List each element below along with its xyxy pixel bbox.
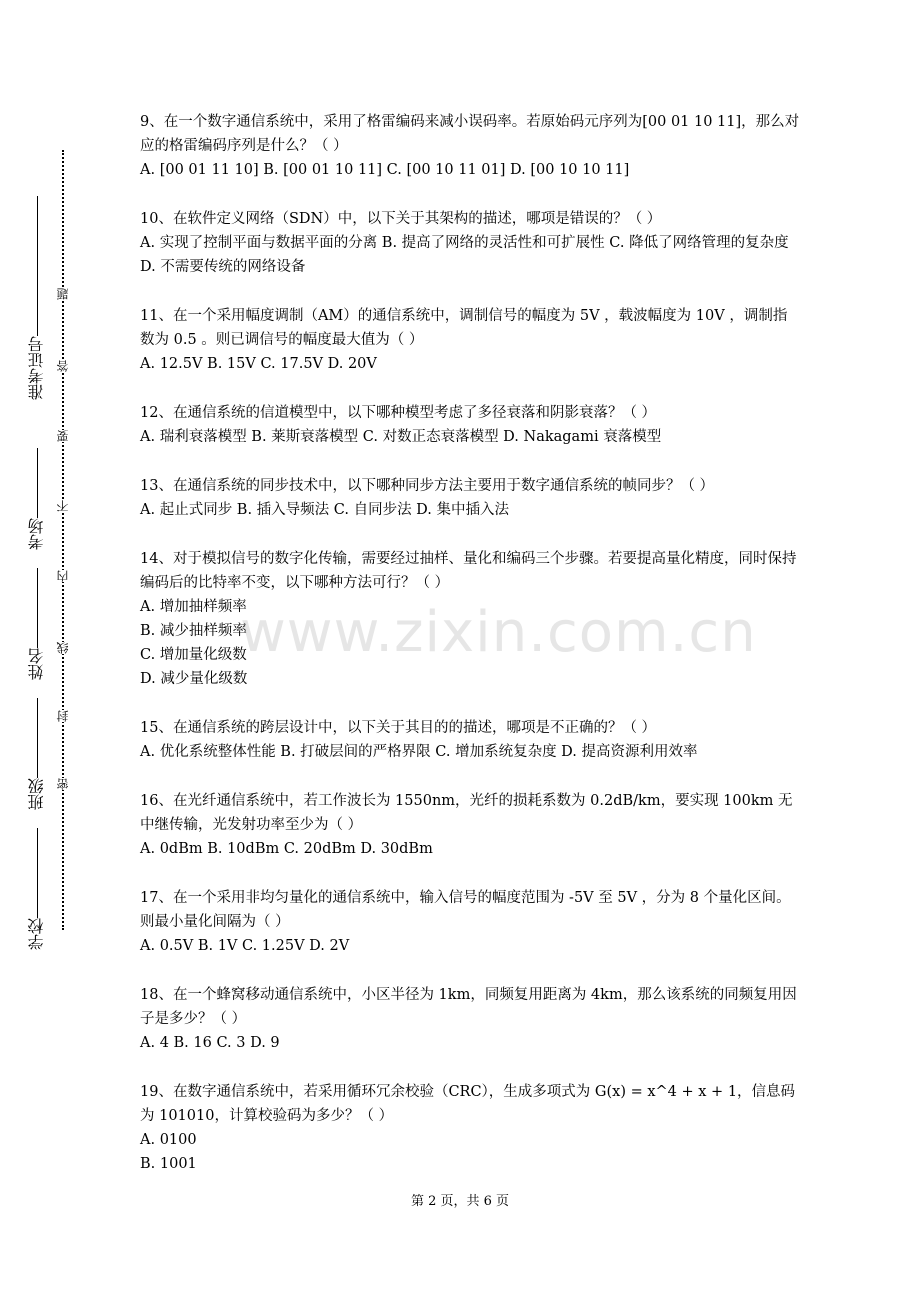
question-stem: 13、在通信系统的同步技术中，以下哪种同步方法主要用于数字通信系统的帧同步？（ ） (140, 478, 715, 494)
question-options: A. 起止式同步 B. 插入导频法 C. 自同步法 D. 集中插入法 (140, 502, 510, 518)
seal-word: 内 (56, 570, 70, 582)
exam-room-field (22, 440, 52, 550)
school-field (22, 820, 52, 950)
name-field (22, 560, 52, 680)
question-10 (140, 207, 800, 279)
page-footer: 第 2 页，共 6 页 (410, 1194, 510, 1209)
option-b: B. 1001 (140, 1156, 197, 1172)
question-15 (140, 716, 800, 764)
question-stem: 19、在数字通信系统中，若采用循环冗余校验（CRC），生成多项式为 G(x) = x^4 + x + 1，信息码为 101010，计算校验码为多少？（ ） (140, 1084, 796, 1124)
question-14 (140, 547, 800, 691)
watermark: www.zixin.com.cn (240, 600, 757, 665)
question-options: A. 瑞利衰落模型 B. 莱斯衰落模型 C. 对数正态衰落模型 D. Nakagami 衰落模型 (140, 429, 662, 445)
question-11 (140, 304, 800, 376)
question-options: A. 0dBm B. 10dBm C. 20dBm D. 30dBm (140, 841, 433, 857)
question-stem: 16、在光纤通信系统中，若工作波长为 1550nm，光纤的损耗系数为 0.2dB/km，要实现 100km 无中继传输，光发射功率至少为（ ） (140, 793, 793, 833)
question-stem: 9、在一个数字通信系统中，采用了格雷编码来减小误码率。若原始码元序列为[00 01 10 11]，那么对应的格雷编码序列是什么？（ ） (140, 114, 800, 154)
question-list (140, 110, 800, 1201)
question-options: A. 0.5V B. 1V C. 1.25V D. 2V (140, 938, 350, 954)
seal-word: 题 (56, 288, 70, 300)
question-options: A. [00 01 11 10] B. [00 01 10 11] C. [00 10 11 01] D. [00 10 10 11] (140, 162, 630, 178)
question-19 (140, 1080, 800, 1176)
question-options: A. 优化系统整体性能 B. 打破层间的严格界限 C. 增加系统复杂度 D. 提高资源利用效率 (140, 744, 698, 760)
name-label: 姓名 (27, 648, 46, 680)
question-13 (140, 474, 800, 522)
question-16 (140, 789, 800, 861)
question-9 (140, 110, 800, 182)
seal-word: 答 (56, 360, 70, 372)
question-stem: 17、在一个采用非均匀量化的通信系统中，输入信号的幅度范围为 -5V 至 5V ，分为 8 个量化区间。则最小量化间隔为（ ） (140, 890, 791, 930)
class-field (22, 690, 52, 810)
option-d: D. 减少量化级数 (140, 671, 248, 687)
seal-word: 不 (56, 500, 70, 512)
seal-word: 要 (56, 430, 70, 442)
question-stem: 18、在一个蜂窝移动通信系统中，小区半径为 1km，同频复用距离为 4km，那么该系统的同频复用因子是多少？（ ） (140, 987, 797, 1027)
question-17 (140, 886, 800, 958)
admission-number-label: 准考证号 (27, 336, 46, 400)
option-c: C. 增加量化级数 (140, 647, 247, 663)
question-stem: 11、在一个采用幅度调制（AM）的通信系统中，调制信号的幅度为 5V ，载波幅度为 10V ，调制指数为 0.5 。则已调信号的幅度最大值为（ ） (140, 308, 788, 348)
question-stem: 15、在通信系统的跨层设计中，以下关于其目的的描述，哪项是不正确的？（ ） (140, 720, 657, 736)
exam-room-label: 考场 (27, 518, 46, 550)
question-options: A. 4 B. 16 C. 3 D. 9 (140, 1035, 280, 1051)
seal-word: 线 (56, 642, 70, 654)
question-stem: 12、在通信系统的信道模型中，以下哪种模型考虑了多径衰落和阴影衰落？（ ） (140, 405, 657, 421)
question-options: A. 实现了控制平面与数据平面的分离 B. 提高了网络的灵活性和可扩展性 C. 降低了网络管理的复杂度 D. 不需要传统的网络设备 (140, 235, 794, 275)
seal-word: 密 (56, 778, 70, 790)
seal-dotted-line (62, 150, 74, 930)
option-a: A. 增加抽样频率 (140, 599, 247, 615)
option-a: A. 0100 (140, 1132, 197, 1148)
question-12 (140, 401, 800, 449)
question-stem: 14、对于模拟信号的数字化传输，需要经过抽样、量化和编码三个步骤。若要提高量化精度，同时保持编码后的比特率不变，以下哪种方法可行？（ ） (140, 551, 797, 591)
question-18 (140, 983, 800, 1055)
binding-margin (0, 150, 110, 950)
question-options: A. 12.5V B. 15V C. 17.5V D. 20V (140, 356, 377, 372)
binding-fields (22, 150, 52, 950)
admission-number-field (22, 150, 52, 400)
seal-word: 封 (56, 710, 70, 722)
question-stem: 10、在软件定义网络（SDN）中，以下关于其架构的描述，哪项是错误的？（ ） (140, 211, 662, 227)
school-label: 学校 (27, 918, 46, 950)
class-label: 班级 (27, 778, 46, 810)
option-b: B. 减少抽样频率 (140, 623, 247, 639)
